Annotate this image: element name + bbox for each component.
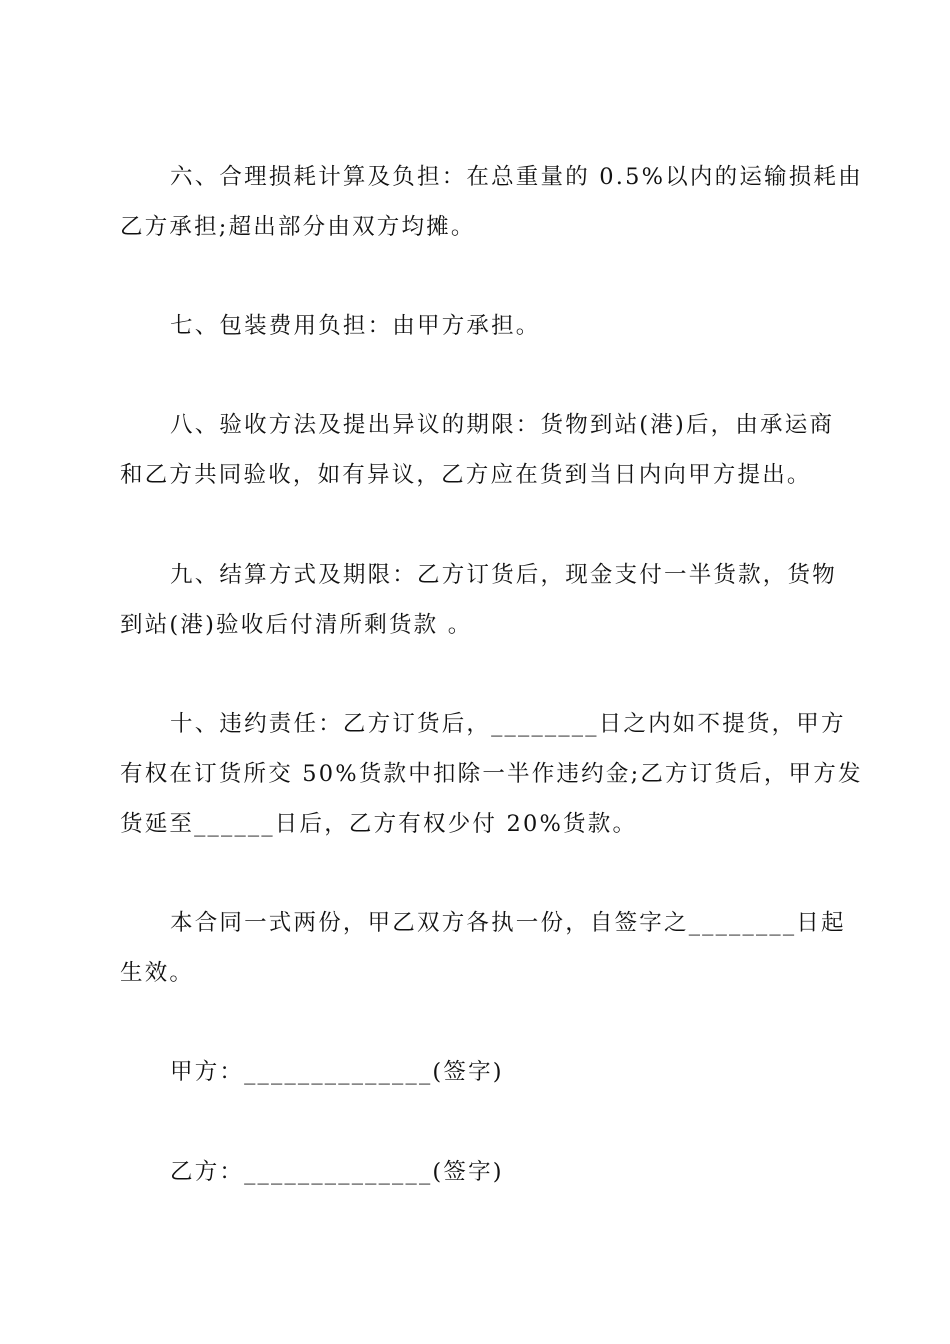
clause-9-line-1: 九、结算方式及期限：乙方订货后，现金支付一半货款，货物 xyxy=(170,562,837,588)
clause-6-line-2: 乙方承担;超出部分由双方均摊。 xyxy=(120,214,476,240)
clause-6-line-1: 六、合理损耗计算及负担：在总重量的 0.5%以内的运输损耗由 xyxy=(170,164,863,190)
clause-9 xyxy=(120,550,835,650)
clause-7-line-1: 七、包装费用负担：由甲方承担。 xyxy=(170,313,541,339)
clause-6 xyxy=(120,152,863,252)
clause-8-line-2: 和乙方共同验收，如有异议，乙方应在货到当日内向甲方提出。 xyxy=(120,462,812,488)
signature-party-b xyxy=(120,1147,835,1197)
clause-9-line-2: 到站(港)验收后付清所剩货款 。 xyxy=(120,612,473,638)
effect-clause xyxy=(120,898,846,998)
clause-8 xyxy=(120,400,835,500)
signature-party-a xyxy=(120,1047,835,1097)
clause-10 xyxy=(120,699,863,849)
effect-clause-line-1: 本合同一式两份，甲乙双方各执一份，自签字之________日起 xyxy=(170,910,846,936)
clause-7 xyxy=(120,301,835,351)
clause-8-line-1: 八、验收方法及提出异议的期限：货物到站(港)后，由承运商 xyxy=(170,412,835,438)
clause-10-line-1: 十、违约责任：乙方订货后，________日之内如不提货，甲方 xyxy=(170,711,846,737)
clause-10-line-2: 有权在订货所交 50%货款中扣除一半作违约金;乙方订货后，甲方发 xyxy=(120,761,863,787)
party-b-signature-line: 乙方：______________(签字) xyxy=(170,1159,504,1185)
effect-clause-line-2: 生效。 xyxy=(120,960,195,986)
clause-10-line-3: 货延至______日后，乙方有权少付 20%货款。 xyxy=(120,811,638,837)
party-a-signature-line: 甲方：______________(签字) xyxy=(170,1059,504,1085)
